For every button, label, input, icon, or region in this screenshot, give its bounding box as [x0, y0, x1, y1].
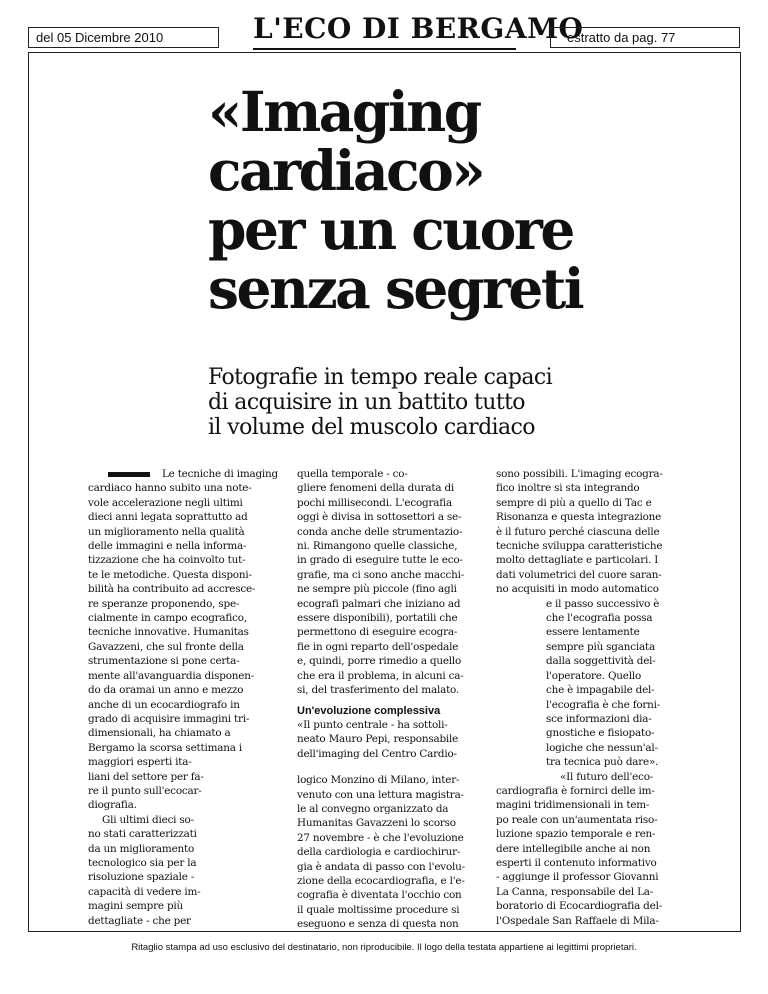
text-line: - aggiunge il professor Giovanni: [496, 871, 659, 884]
text-line: ni. Rimangono quelle classiche,: [297, 540, 458, 553]
text-line: dimensionali, ha chiamato a: [88, 727, 231, 740]
page-ref-box: [550, 27, 740, 48]
page-ref-label: estratto da pag. 77: [567, 30, 676, 45]
text-line: strumentazione si pone certa-: [88, 655, 240, 668]
text-line: sempre più sganciata: [546, 640, 655, 653]
text-line: dere intellegibile anche ai non: [496, 842, 651, 855]
text-line: dati volumetrici del cuore saran-: [496, 568, 662, 581]
text-line: l'Ospedale San Raffaele di Mila-: [496, 914, 659, 927]
subtitle-line: il volume del muscolo cardiaco: [208, 415, 535, 440]
text-line: magini tridimensionali in tem-: [496, 799, 650, 812]
text-line: conda anche delle strumentazio-: [297, 525, 463, 538]
text-line: risoluzione spaziale -: [88, 871, 195, 884]
text-line: sempre di più a quello di Tac e: [496, 496, 652, 509]
text-line: re speranze proponendo, spe-: [88, 597, 240, 610]
text-line: dieci anni legata soprattutto ad: [88, 511, 248, 524]
text-line: sono possibili. L'imaging ecogra-: [496, 468, 663, 480]
text-line: tizzazione che ha coinvolto tut-: [88, 554, 246, 567]
text-line: l'ecografia è che forni-: [546, 698, 661, 711]
text-line: po reale con un'aumentata riso-: [496, 813, 658, 826]
text-line: tra tecnica può dare».: [546, 756, 659, 769]
text-line: da un miglioramento: [88, 842, 195, 855]
date-label: del 05 Dicembre 2010: [36, 30, 164, 45]
text-line: Bergamo la scorsa settimana i: [88, 741, 242, 754]
text-line: mente all'avanguardia disponen-: [88, 669, 255, 682]
text-line: cardiaco hanno subito una note-: [88, 482, 252, 495]
masthead-logo: L'ECO DI BERGAMO: [253, 10, 516, 50]
text-line: Gli ultimi dieci so-: [102, 813, 194, 826]
lead-bar: [108, 472, 150, 477]
text-line: si, del trasferimento del malato.: [297, 684, 460, 697]
text-line: «Il punto centrale - ha sottoli-: [297, 718, 448, 731]
text-line: essere disponibili), portatili che: [297, 612, 458, 625]
text-line: un miglioramento nella qualità: [88, 525, 245, 538]
text-line: tecnologico sia per la: [88, 856, 197, 869]
article-column-2: [297, 467, 480, 932]
subtitle-line: di acquisire in un battito tutto: [208, 390, 525, 415]
text-line: molto dettagliate e particolari. I: [496, 554, 659, 567]
section-heading: Un'evoluzione complessiva: [297, 704, 441, 717]
text-line: zione della ecocardiografia, e l'e-: [297, 874, 465, 887]
text-line: liani del settore per fa-: [88, 770, 204, 783]
text-line: dell'imaging del Centro Cardio-: [297, 747, 457, 760]
text-line: neato Mauro Pepi, responsabile: [297, 733, 459, 746]
headline-line: per un cuore: [208, 197, 573, 262]
headline-line: cardiaco»: [208, 138, 484, 203]
text-line: te le metodiche. Questa disponi-: [88, 568, 252, 581]
text-line: grado di acquisire immagini tri-: [88, 712, 250, 725]
article-column-3: [496, 467, 680, 928]
article-subtitle: [208, 365, 628, 440]
text-line: cografia è diventata l'occhio con: [297, 889, 462, 902]
text-line: no stati caratterizzati: [88, 828, 197, 841]
text-line: sce informazioni dia-: [546, 712, 652, 725]
text-line: e il passo successivo è: [546, 597, 660, 610]
date-box: [28, 27, 219, 48]
text-line: dettagliate - che per: [88, 914, 191, 927]
text-line: vole accelerazione negli ultimi: [88, 496, 243, 509]
text-line: l'operatore. Quello: [546, 669, 642, 682]
text-line: boratorio di Ecocardiografia del-: [496, 900, 663, 913]
text-line: Gavazzeni, che sul fronte della: [88, 640, 244, 653]
text-line: gliere fenomeni della durata di: [297, 482, 455, 495]
text-line: delle immagini e nella informa-: [88, 540, 247, 553]
text-line: quella temporale - co-: [297, 468, 408, 480]
text-line: è il futuro perché ciascuna delle: [496, 525, 660, 538]
text-line: capacità di vedere im-: [88, 885, 201, 898]
text-line: no acquisiti in modo automatico: [496, 583, 659, 596]
text-line: venuto con una lettura magistra-: [297, 788, 464, 801]
text-line: ecografi palmari che iniziano ad: [297, 597, 461, 610]
text-line: fico inoltre si sta integrando: [496, 482, 640, 495]
headline-line: «Imaging: [208, 79, 480, 144]
text-line: fie in ogni reparto dell'ospedale: [297, 640, 459, 653]
text-line: che l'ecografia possa: [546, 612, 653, 625]
text-line: do da oramai un anno e mezzo: [88, 684, 244, 697]
text-line: logiche che nessun'al-: [546, 741, 658, 754]
text-line: maggiori esperti ita-: [88, 756, 192, 769]
text-line: diografia.: [88, 799, 137, 812]
text-line: dalla soggettività del-: [546, 655, 656, 668]
text-line: ne sempre più piccole (fino agli: [297, 583, 457, 596]
text-line: gia è andata di passo con l'evolu-: [297, 860, 465, 873]
text-line: permettono di eseguire ecogra-: [297, 626, 458, 639]
text-line: il quale moltissime procedure si: [297, 903, 460, 916]
text-line: Le tecniche di imaging: [88, 467, 278, 481]
text-line: eseguono e senza di questa non: [297, 918, 459, 931]
text-line: cialmente in campo ecografico,: [88, 612, 247, 625]
footer-disclaimer: Ritaglio stampa ad uso esclusivo del destinatario, non riproducibile. Il logo della testata appartiene ai legittimi proprietari.: [131, 942, 637, 953]
text-line: re il punto sull'ecocar-: [88, 784, 202, 797]
text-line: che è impagabile del-: [546, 684, 655, 697]
text-line: Humanitas Gavazzeni lo scorso: [297, 817, 456, 830]
text-line: anche di un ecocardiografo in: [88, 698, 240, 711]
text-line: 27 novembre - è che l'evoluzione: [297, 831, 464, 844]
text-line: pochi millisecondi. L'ecografia: [297, 496, 452, 509]
text-line: Risonanza e questa integrazione: [496, 511, 662, 524]
text-line: gnostiche e fisiopato-: [546, 727, 655, 740]
text-line: luzione spazio temporale e ren-: [496, 828, 656, 841]
headline-line: senza segreti: [208, 256, 583, 321]
text-line: tecniche sviluppa caratteristiche: [496, 540, 663, 553]
text-line: le al convegno organizzato da: [297, 802, 449, 815]
spacer: [297, 761, 480, 773]
article-column-1: [88, 467, 278, 928]
text-line: bilità ha contribuito ad accresce-: [88, 583, 256, 596]
text-line: tecniche innovative. Humanitas: [88, 626, 249, 639]
text-line: cardiografia è fornirci delle im-: [496, 784, 655, 797]
text-line: magini sempre più: [88, 900, 184, 913]
text-line: essere lentamente: [546, 626, 640, 639]
text-line: La Canna, responsabile del La-: [496, 885, 654, 898]
article-headline: [208, 79, 628, 321]
text-line: e, quindi, porre rimedio a quello: [297, 655, 462, 668]
text-line: oggi è divisa in sottosettori a se-: [297, 511, 462, 524]
text-line: esperti il contenuto informativo: [496, 856, 657, 869]
text-line: in grado di eseguire tutte le eco-: [297, 554, 463, 567]
subtitle-line: Fotografie in tempo reale capaci: [208, 365, 553, 390]
text-line: logico Monzino di Milano, inter-: [297, 774, 460, 787]
text-line: grafie, ma ci sono anche macchi-: [297, 568, 465, 581]
text-line: della cardiologia e cardiochirur-: [297, 846, 461, 859]
text-line: che era il problema, in alcuni ca-: [297, 669, 464, 682]
text-line: «Il futuro dell'eco-: [560, 770, 654, 783]
